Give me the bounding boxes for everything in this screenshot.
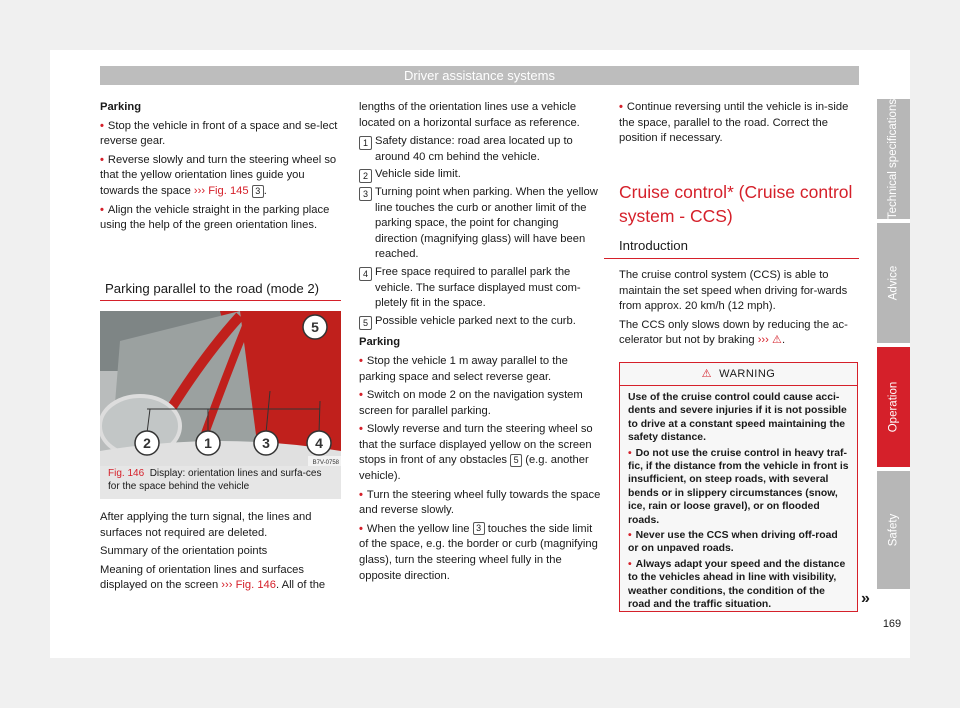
section-rule	[604, 258, 859, 259]
list-item: • Stop the vehicle in front of a space and se-lect reverse gear.	[100, 119, 338, 148]
parking-heading: Parking	[100, 101, 142, 113]
marker-4: 4	[315, 435, 323, 451]
running-header: Driver assistance systems	[100, 66, 859, 85]
marker-2: 2	[143, 435, 151, 451]
section-heading	[105, 281, 341, 297]
figure-caption: Fig. 146 Display: orientation lines and surfa-ces for the space behind the vehicle	[108, 468, 322, 492]
list-item: • Never use the CCS when driving off-road or on unpaved roads.	[628, 530, 838, 555]
figure-link[interactable]: ››› Fig. 146	[221, 579, 277, 592]
marker-1: 1	[204, 435, 212, 451]
warning-box	[619, 362, 858, 612]
warning-link[interactable]: ››› ⚠	[757, 334, 783, 347]
paragraph: The CCS only slows down by reducing the ac-celerator but not by braking ››› ⚠.	[619, 318, 848, 347]
list-item: • Slowly reverse and turn the steering wheel so that the surface displayed yellow on the screen stops in front of any obstacles 5 (e.g. another vehicle).	[359, 423, 593, 483]
tab-advice[interactable]: Advice	[877, 223, 910, 343]
tab-safety[interactable]: Safety	[877, 471, 910, 589]
warning-icon: ⚠	[771, 334, 783, 347]
cruise-control-title: Cruise control* (Cruise control system - CCS)	[619, 182, 853, 226]
marker-5: 5	[311, 319, 319, 335]
paragraph: The cruise control system (CCS) is able to maintain the set speed when driving for-wards from approx. 20 km/h (12 mph).	[619, 269, 848, 313]
camera-display-illustration	[100, 311, 341, 466]
warning-header: ⚠ WARNING	[620, 363, 857, 386]
figure-link[interactable]: ››› Fig. 145	[193, 184, 249, 197]
list-item: • Continue reversing until the vehicle is in-side the space, parallel to the road. Correct the position if necessary.	[619, 101, 849, 145]
tab-operation[interactable]: Operation	[877, 347, 910, 467]
column-3-body	[619, 268, 859, 352]
section-rule	[100, 300, 341, 301]
list-item: • When the yellow line 3 touches the side limit of the space, e.g. the border or curb (magnifying glass), turn the steering wheel fully in the opposite direction.	[359, 522, 598, 582]
list-item: • Turn the steering wheel fully towards the space and reverse slowly.	[359, 488, 601, 517]
column-2	[359, 100, 601, 587]
after-text: After applying the turn signal, the lines and surfaces not required are deleted.	[100, 511, 312, 539]
continue-arrow-icon: »	[861, 590, 870, 607]
list-item: 1 Safety distance: road area located up to around 40 cm behind the vehicle.	[359, 134, 601, 165]
list-item: 3 Turning point when parking. When the yellow line touches the curb or another limit of the parking space, the point for changing direction (magnifying glass) will have been reached.	[359, 185, 601, 263]
list-item: 2 Vehicle side limit.	[359, 167, 601, 183]
meaning-text: Meaning of orientation lines and surfaces displayed on the screen ››› Fig. 146. All of the	[100, 563, 326, 592]
list-item: 4 Free space required to parallel park the vehicle. The surface displayed must com-pletely fit in the space.	[359, 265, 601, 312]
figure-code: B7V-0758	[312, 460, 339, 466]
warning-body: Use of the cruise control could cause acci-dents and severe injuries if it is not possible to drive at a constant speed maintaining the safety distance. • Do not use the cruise control in heavy traf-fic, if the distance from the vehicle in front is insufficient, on steep roads, with several bends or in slippery circumstances (snow, ice, rain or loose gravel), or on flooded roads. • Never use the CCS when driving off-road or on unpaved roads. • Always adapt your speed and the distance to the vehicles ahead in line with visibility, weather conditions, the condition of the road and the traffic situation.	[628, 392, 849, 611]
intro-text: lengths of the orientation lines use a vehicle located on a horizontal surface as reference.	[359, 101, 580, 129]
column-1	[100, 100, 342, 237]
list-item: 5 Possible vehicle parked next to the curb.	[359, 314, 601, 330]
parking-heading-2: Parking	[359, 336, 401, 349]
list-item: • Align the vehicle straight in the parking place using the help of the green orientation lines.	[100, 203, 330, 232]
column-3	[619, 100, 859, 150]
list-item: • Switch on mode 2 on the navigation system screen for parallel parking.	[359, 389, 583, 417]
marker-3: 3	[262, 435, 270, 451]
intro-heading: Introduction	[619, 238, 688, 253]
summary-heading: Summary of the orientation points	[100, 545, 268, 558]
page-number: 169	[882, 618, 902, 630]
warning-icon: ⚠	[701, 368, 712, 380]
list-item: • Do not use the cruise control in heavy traf-fic, if the distance from the vehicle in front is insufficient, on steep roads, with several bends or in slippery circumstances (snow, ice, rain or loose gravel), or on flooded roads.	[628, 447, 849, 526]
ref-marker: 3	[252, 185, 264, 198]
section-title: Parking parallel to the road (mode 2)	[105, 281, 320, 296]
list-item: • Always adapt your speed and the distance to the vehicles ahead in line with visibility, weather conditions, the condition of the road and the traffic situation.	[628, 558, 846, 611]
tab-technical-specifications[interactable]: Technical specifications	[877, 99, 910, 219]
list-item: • Reverse slowly and turn the steering wheel so that the yellow orientation lines guide you towards the space ››› Fig. 145 3 .	[100, 153, 337, 197]
column-1-lower	[100, 510, 342, 597]
list-item: • Stop the vehicle 1 m away parallel to the parking space and select reverse gear.	[359, 354, 568, 383]
